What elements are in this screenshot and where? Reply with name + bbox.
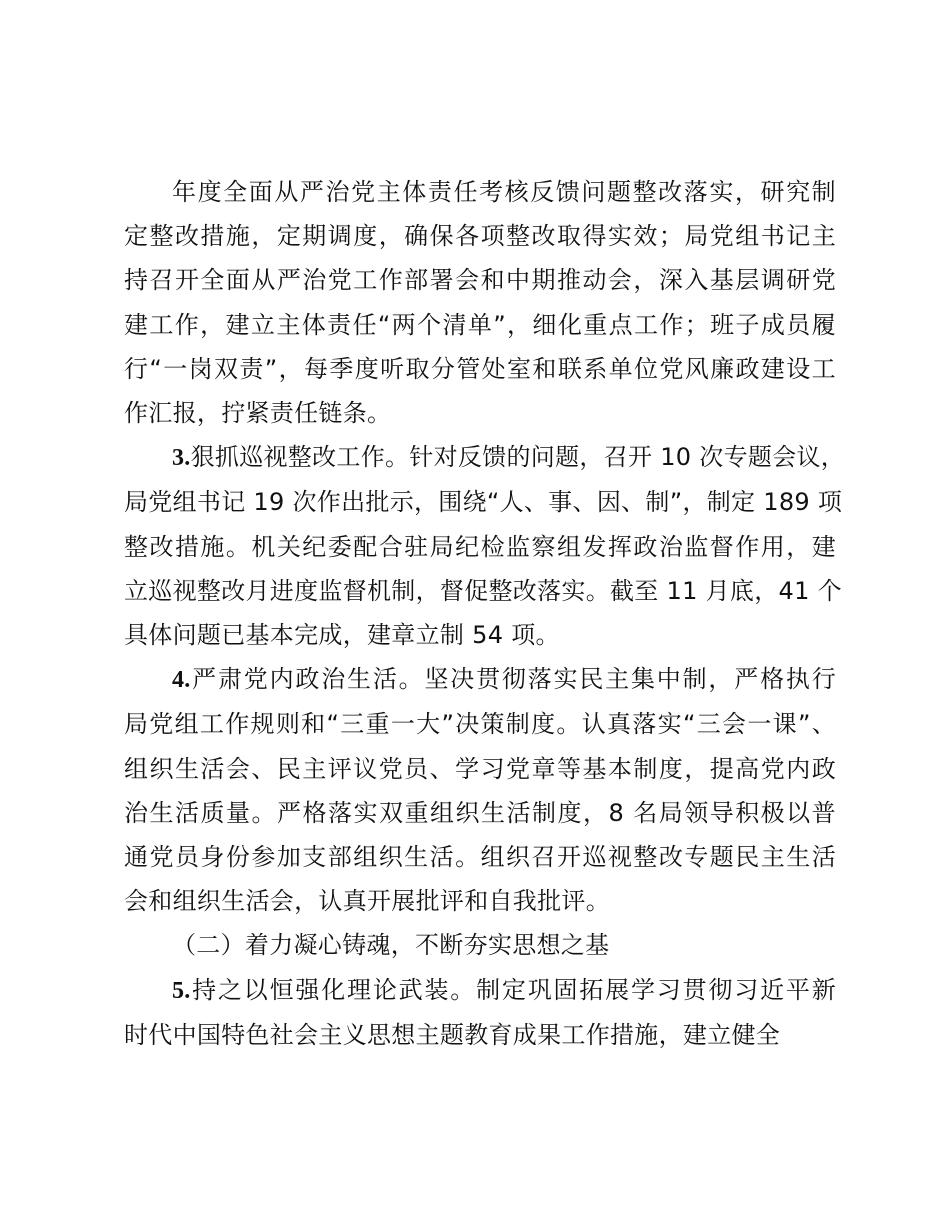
text-line: 定整改措施，定期调度，确保各项整改取得实效；局党组书记主 bbox=[124, 222, 836, 251]
text-line: 局党组书记 19 次作出批示，围绕“人、事、因、制”，制定 189 项 bbox=[124, 488, 843, 517]
paragraph-1 bbox=[124, 170, 836, 435]
text-line: 持召开全面从严治党工作部署会和中期推动会，深入基层调研党 bbox=[124, 266, 836, 295]
section-heading bbox=[124, 923, 836, 967]
item-number: 4. bbox=[172, 667, 191, 694]
heading-text: （二）着力凝心铸魂，不断夯实思想之基 bbox=[172, 931, 610, 960]
text-line: 狠抓巡视整改工作。针对反馈的问题，召开 10 次专题会议， bbox=[190, 443, 846, 472]
text-line: 会和组织生活会，认真开展批评和自我批评。 bbox=[124, 887, 610, 916]
text-line: 行“一岗双责”，每季度听取分管处室和联系单位党风廉政建设工 bbox=[124, 354, 836, 383]
text-line-with-number bbox=[124, 435, 846, 480]
text-line: 作汇报，拧紧责任链条。 bbox=[124, 399, 392, 428]
paragraph-4 bbox=[124, 657, 836, 923]
text-line: 组织生活会、民主评议党员、学习党章等基本制度，提高党内政 bbox=[124, 754, 836, 783]
item-number: 3. bbox=[172, 445, 191, 472]
text-line: 建工作，建立主体责任“两个清单”，细化重点工作；班子成员履 bbox=[124, 310, 836, 339]
paragraph-3 bbox=[124, 435, 846, 657]
text-line-with-number bbox=[124, 968, 836, 1013]
text-line: 年度全面从严治党主体责任考核反馈问题整改落实，研究制 bbox=[172, 178, 836, 206]
text-line-with-number bbox=[124, 657, 836, 702]
text-line: 整改措施。机关纪委配合驻局纪检监察组发挥政治监督作用，建 bbox=[124, 532, 836, 561]
text-line: 时代中国特色社会主义思想主题教育成果工作措施，建立健全 bbox=[124, 1020, 781, 1049]
text-line: 治生活质量。严格落实双重组织生活制度，8 名局领导积极以普 bbox=[124, 798, 836, 827]
text-line: 严肃党内政治生活。坚决贯彻落实民主集中制，严格执行 bbox=[190, 665, 836, 694]
item-number: 5. bbox=[172, 977, 191, 1004]
text-line: 通党员身份参加支部组织生活。组织召开巡视整改专题民主生活 bbox=[124, 843, 836, 872]
paragraph-5 bbox=[124, 968, 836, 1057]
text-line: 持之以恒强化理论武装。制定巩固拓展学习贯彻习近平新 bbox=[190, 975, 836, 1004]
document-page bbox=[124, 170, 846, 1057]
text-line: 局党组工作规则和“三重一大”决策制度。认真落实“三会一课”、 bbox=[124, 710, 836, 739]
text-line: 立巡视整改月进度监督机制，督促整改落实。截至 11 月底，41 个 bbox=[124, 576, 842, 605]
text-line: 具体问题已基本完成，建章立制 54 项。 bbox=[124, 621, 560, 650]
